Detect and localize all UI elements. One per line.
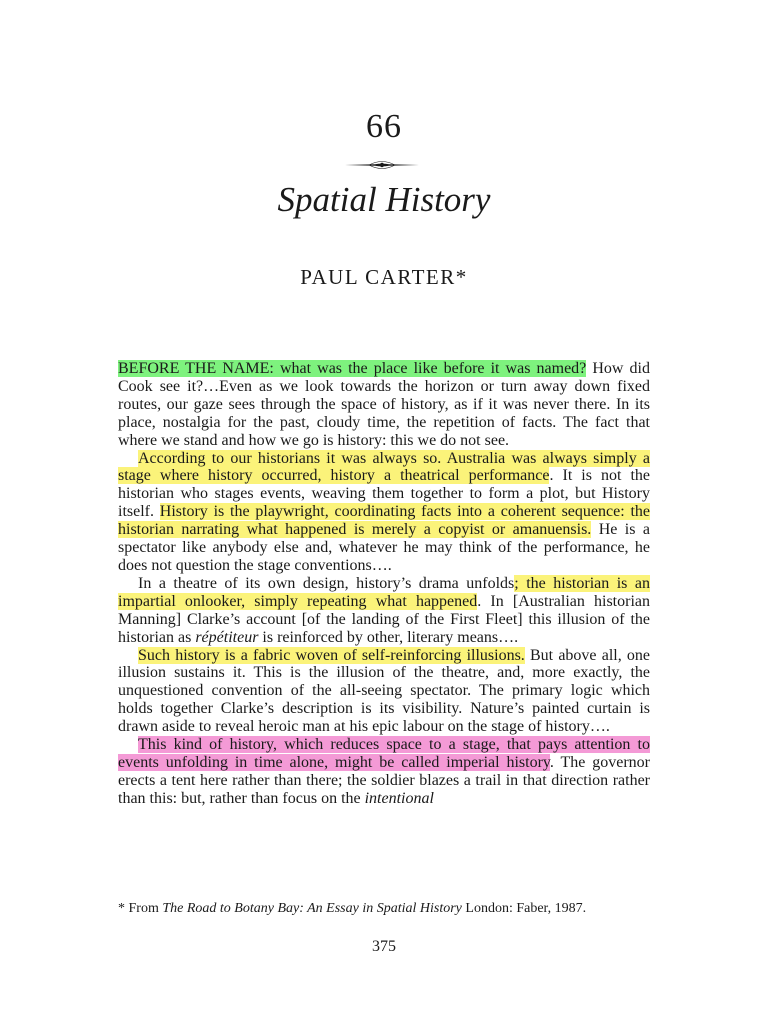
highlighted-text: According to our historians it was always so. Australia was always simply a stage where history occurred, history a theatrical performance [118,449,650,485]
paragraph [118,450,650,575]
author-name: PAUL CARTER* [300,265,468,289]
paragraph-text: . In [Australian historian Manning] Clarke’s account [of the landing of the First Fleet] this illusion of the historian as [118,592,651,646]
paragraph-text: is reinforced by other, literary means…. [258,628,519,646]
paragraph-text: How did Cook see it?…Even as we look towards the horizon or turn away down fixed routes, our gaze sees through the space of history, as if it was never there. In its place, nostalgia for the past, cloudy time, the repetition of facts. The fact that where we stand and how we go is history: this we do not see. [118,360,650,449]
paragraph-text: . The governor erects a tent here rather than there; the soldier blazes a trail in that direction rather than this: but, rather than focus on the [118,753,650,807]
paragraph-text: In a theatre of its own design, history’s drama unfolds [138,574,515,592]
paragraph-text: répétiteur [195,628,259,646]
footnote-publication: London: Faber, 1987. [461,901,587,916]
paragraph [118,736,650,808]
paragraph-text: . It is not the historian who stages events, weaving them together to form a plot, but History itself. [118,467,651,521]
chapter-number: 66 [366,108,402,145]
paragraph [118,360,650,450]
paragraph-text: But above all, one illusion sustains it. This is the illusion of the theatre, and, more exactly, the unquestioned convention of the all-seeing spectator. The primary logic which holds together Clarke’s description is its visibility. Nature’s painted curtain is drawn aside to reveal heroic man at his epic labour on the stage of history…. [118,646,651,736]
highlighted-text: Such history is a fabric woven of self-reinforcing illusions. [138,646,525,664]
paragraph-text: He is a spectator like anybody else and, whatever he may think of the performance, he does not question the stage conventions…. [118,521,650,574]
body-text [118,360,650,808]
highlighted-text: BEFORE THE NAME: what was the place like before it was named? [118,360,587,377]
highlighted-text: History is the playwright, coordinating facts into a coherent sequence: the historian narrating what happened is merely a copyist or amanuensis. [118,503,650,539]
footnote-book-title: The Road to Botany Bay: An Essay in Spatial History [162,901,462,916]
chapter-title: Spatial History [277,180,491,219]
footnote [118,901,658,917]
paragraph [118,575,650,647]
footnote-marker: * From [118,901,163,916]
paragraph-text: intentional [364,789,434,807]
highlighted-text: ; the historian is an impartial onlooker, simply repeating what happened [118,574,650,610]
ornament-rule-icon [345,159,419,171]
page-number: 375 [372,938,396,955]
highlighted-text: This kind of history, which reduces space to a stage, that pays attention to events unfolding in time alone, might be called imperial history [118,736,650,771]
paragraph [118,647,650,737]
